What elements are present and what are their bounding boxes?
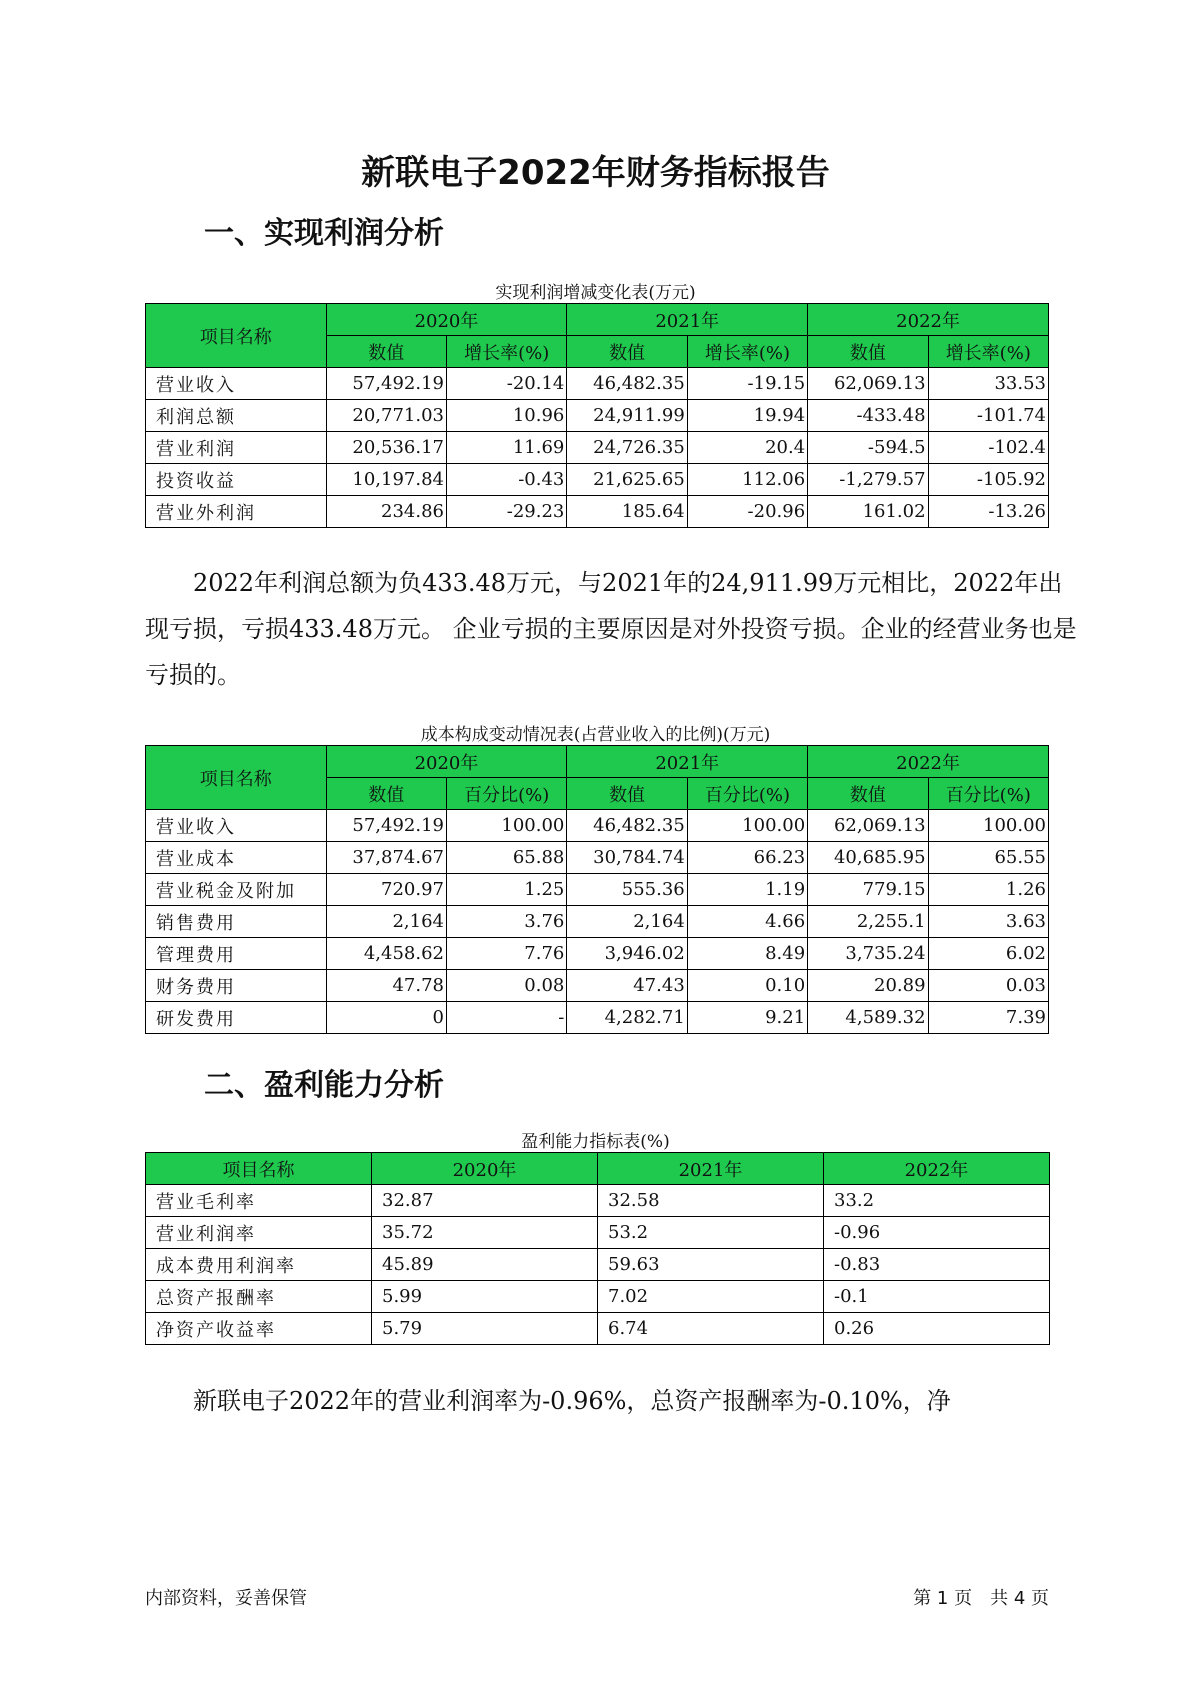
table-row (146, 400, 1049, 432)
table-cell: 24,726.35 (567, 432, 687, 464)
header-year: 2022年 (808, 746, 1049, 778)
table-cell: 4,589.32 (808, 1002, 928, 1034)
row-label: 净资产收益率 (146, 1313, 372, 1345)
header-value: 数值 (808, 778, 928, 810)
table-cell: 779.15 (808, 874, 928, 906)
header-year: 2022年 (824, 1153, 1050, 1185)
header-value: 数值 (567, 336, 687, 368)
table-cell: 0.10 (687, 970, 807, 1002)
table-cell: -105.92 (928, 464, 1048, 496)
table-cell: -0.83 (824, 1249, 1050, 1281)
table-cell: 37,874.67 (326, 842, 446, 874)
table-cell: 5.99 (372, 1281, 598, 1313)
table-cell: 32.87 (372, 1185, 598, 1217)
header-value: 数值 (808, 336, 928, 368)
header-value: 数值 (567, 778, 687, 810)
table-cell: 24,911.99 (567, 400, 687, 432)
header-year: 2020年 (326, 304, 567, 336)
table-cell: 100.00 (687, 810, 807, 842)
table-cell: 161.02 (808, 496, 928, 528)
table-row (146, 1249, 1050, 1281)
row-label: 营业利润率 (146, 1217, 372, 1249)
header-year: 2021年 (567, 746, 808, 778)
table-row (146, 874, 1049, 906)
table-cell: 3.76 (446, 906, 566, 938)
header-item-name: 项目名称 (146, 304, 327, 368)
table-cell: 20.4 (687, 432, 807, 464)
row-label: 营业利润 (146, 432, 327, 464)
table-cell: 11.69 (446, 432, 566, 464)
table-cell: 1.19 (687, 874, 807, 906)
header-percent: 百分比(%) (687, 778, 807, 810)
row-label: 成本费用利润率 (146, 1249, 372, 1281)
row-label: 营业外利润 (146, 496, 327, 528)
table-cell: 720.97 (326, 874, 446, 906)
table-cell: 2,164 (326, 906, 446, 938)
table-cell: 0.08 (446, 970, 566, 1002)
table-row (146, 938, 1049, 970)
table-cell: 20,771.03 (326, 400, 446, 432)
table-cell: 20,536.17 (326, 432, 446, 464)
profit-analysis-paragraph (145, 560, 1077, 698)
table-cell: -19.15 (687, 368, 807, 400)
table-row (146, 464, 1049, 496)
table2-caption: 成本构成变动情况表(占营业收入的比例)(万元) (420, 725, 771, 745)
table-cell: -13.26 (928, 496, 1048, 528)
paragraph-text: 新联电子2022年的营业利润率为-0.96%，总资产报酬率为-0.10%，净 (193, 1387, 951, 1415)
table-cell: 185.64 (567, 496, 687, 528)
table-cell: 47.43 (567, 970, 687, 1002)
table-cell: 0 (326, 1002, 446, 1034)
table-cell: 33.2 (824, 1185, 1050, 1217)
table-cell: 5.79 (372, 1313, 598, 1345)
table-cell: 2,255.1 (808, 906, 928, 938)
table-cell: 57,492.19 (326, 810, 446, 842)
table-row (146, 970, 1049, 1002)
table-cell: -20.14 (446, 368, 566, 400)
table-cell: -433.48 (808, 400, 928, 432)
profit-change-table (145, 303, 1049, 528)
paragraph-text: 2022年利润总额为负433.48万元，与2021年的24,911.99万元相比，2022年出现亏损，亏损433.48万元。 企业亏损的主要原因是对外投资亏损。企业的经营业务也是亏损的。 (145, 569, 1077, 689)
table-cell: 555.36 (567, 874, 687, 906)
table-row (146, 906, 1049, 938)
header-value: 数值 (326, 336, 446, 368)
table-cell: 62,069.13 (808, 810, 928, 842)
table-cell: 66.23 (687, 842, 807, 874)
header-item-name: 项目名称 (146, 1153, 372, 1185)
table3-caption: 盈利能力指标表(%) (521, 1132, 670, 1152)
table-row (146, 810, 1049, 842)
row-label: 营业税金及附加 (146, 874, 327, 906)
table-cell: 57,492.19 (326, 368, 446, 400)
table-row (146, 368, 1049, 400)
table-cell: -0.43 (446, 464, 566, 496)
table-cell: 4.66 (687, 906, 807, 938)
table-cell: 7.39 (928, 1002, 1048, 1034)
table-cell: 46,482.35 (567, 810, 687, 842)
row-label: 财务费用 (146, 970, 327, 1002)
table-cell: -1,279.57 (808, 464, 928, 496)
footer-confidential: 内部资料，妥善保管 (145, 1588, 307, 1609)
header-item-name: 项目名称 (146, 746, 327, 810)
table-cell: 2,164 (567, 906, 687, 938)
row-label: 利润总额 (146, 400, 327, 432)
table-cell: 4,458.62 (326, 938, 446, 970)
header-year: 2021年 (567, 304, 808, 336)
table-cell: 35.72 (372, 1217, 598, 1249)
table-row (146, 1313, 1050, 1345)
table-cell: 0.03 (928, 970, 1048, 1002)
table-cell: 3,946.02 (567, 938, 687, 970)
table-cell: 6.02 (928, 938, 1048, 970)
header-growth: 增长率(%) (446, 336, 566, 368)
table-row (146, 1185, 1050, 1217)
table-cell: 3,735.24 (808, 938, 928, 970)
profitability-paragraph (145, 1378, 1077, 1424)
cost-structure-table (145, 745, 1049, 1034)
table-row (146, 842, 1049, 874)
table-cell: 8.49 (687, 938, 807, 970)
table-cell: 45.89 (372, 1249, 598, 1281)
table-cell: - (446, 1002, 566, 1034)
table-cell: 1.25 (446, 874, 566, 906)
table-row (146, 1002, 1049, 1034)
table-cell: -101.74 (928, 400, 1048, 432)
row-label: 研发费用 (146, 1002, 327, 1034)
table-cell: 30,784.74 (567, 842, 687, 874)
table-cell: 3.63 (928, 906, 1048, 938)
section-heading-profit: 一、实现利润分析 (204, 216, 444, 251)
footer-page-number: 第 1 页 共 4 页 (913, 1588, 1049, 1609)
table-cell: 1.26 (928, 874, 1048, 906)
table-cell: 21,625.65 (567, 464, 687, 496)
header-year: 2022年 (808, 304, 1049, 336)
header-year: 2020年 (372, 1153, 598, 1185)
table-cell: 234.86 (326, 496, 446, 528)
table-cell: 40,685.95 (808, 842, 928, 874)
table-cell: 20.89 (808, 970, 928, 1002)
section-heading-profitability: 二、盈利能力分析 (204, 1068, 444, 1103)
header-percent: 百分比(%) (446, 778, 566, 810)
table-cell: 33.53 (928, 368, 1048, 400)
table-cell: 10,197.84 (326, 464, 446, 496)
table-cell: -29.23 (446, 496, 566, 528)
row-label: 管理费用 (146, 938, 327, 970)
profitability-table (145, 1152, 1050, 1345)
row-label: 营业成本 (146, 842, 327, 874)
table-cell: 47.78 (326, 970, 446, 1002)
page-title: 新联电子2022年财务指标报告 (361, 153, 830, 193)
table-cell: -0.96 (824, 1217, 1050, 1249)
table-cell: 65.88 (446, 842, 566, 874)
table-cell: -594.5 (808, 432, 928, 464)
header-growth: 增长率(%) (928, 336, 1048, 368)
table-cell: 53.2 (598, 1217, 824, 1249)
table-row (146, 1281, 1050, 1313)
table-cell: 10.96 (446, 400, 566, 432)
table-cell: 100.00 (446, 810, 566, 842)
table-cell: 7.02 (598, 1281, 824, 1313)
header-year: 2020年 (326, 746, 567, 778)
table-cell: 62,069.13 (808, 368, 928, 400)
table-cell: 65.55 (928, 842, 1048, 874)
header-value: 数值 (326, 778, 446, 810)
table-cell: -0.1 (824, 1281, 1050, 1313)
table-cell: 7.76 (446, 938, 566, 970)
table-cell: 4,282.71 (567, 1002, 687, 1034)
table-cell: -20.96 (687, 496, 807, 528)
header-percent: 百分比(%) (928, 778, 1048, 810)
table-cell: 6.74 (598, 1313, 824, 1345)
header-growth: 增长率(%) (687, 336, 807, 368)
row-label: 销售费用 (146, 906, 327, 938)
table-cell: 19.94 (687, 400, 807, 432)
table-cell: -102.4 (928, 432, 1048, 464)
table-cell: 9.21 (687, 1002, 807, 1034)
table-row (146, 1217, 1050, 1249)
row-label: 营业收入 (146, 810, 327, 842)
table-cell: 0.26 (824, 1313, 1050, 1345)
table-cell: 59.63 (598, 1249, 824, 1281)
row-label: 营业毛利率 (146, 1185, 372, 1217)
table1-caption: 实现利润增减变化表(万元) (495, 283, 696, 303)
table-cell: 46,482.35 (567, 368, 687, 400)
table-cell: 100.00 (928, 810, 1048, 842)
row-label: 营业收入 (146, 368, 327, 400)
row-label: 总资产报酬率 (146, 1281, 372, 1313)
table-row (146, 432, 1049, 464)
row-label: 投资收益 (146, 464, 327, 496)
table-row (146, 496, 1049, 528)
table-cell: 32.58 (598, 1185, 824, 1217)
header-year: 2021年 (598, 1153, 824, 1185)
table-cell: 112.06 (687, 464, 807, 496)
